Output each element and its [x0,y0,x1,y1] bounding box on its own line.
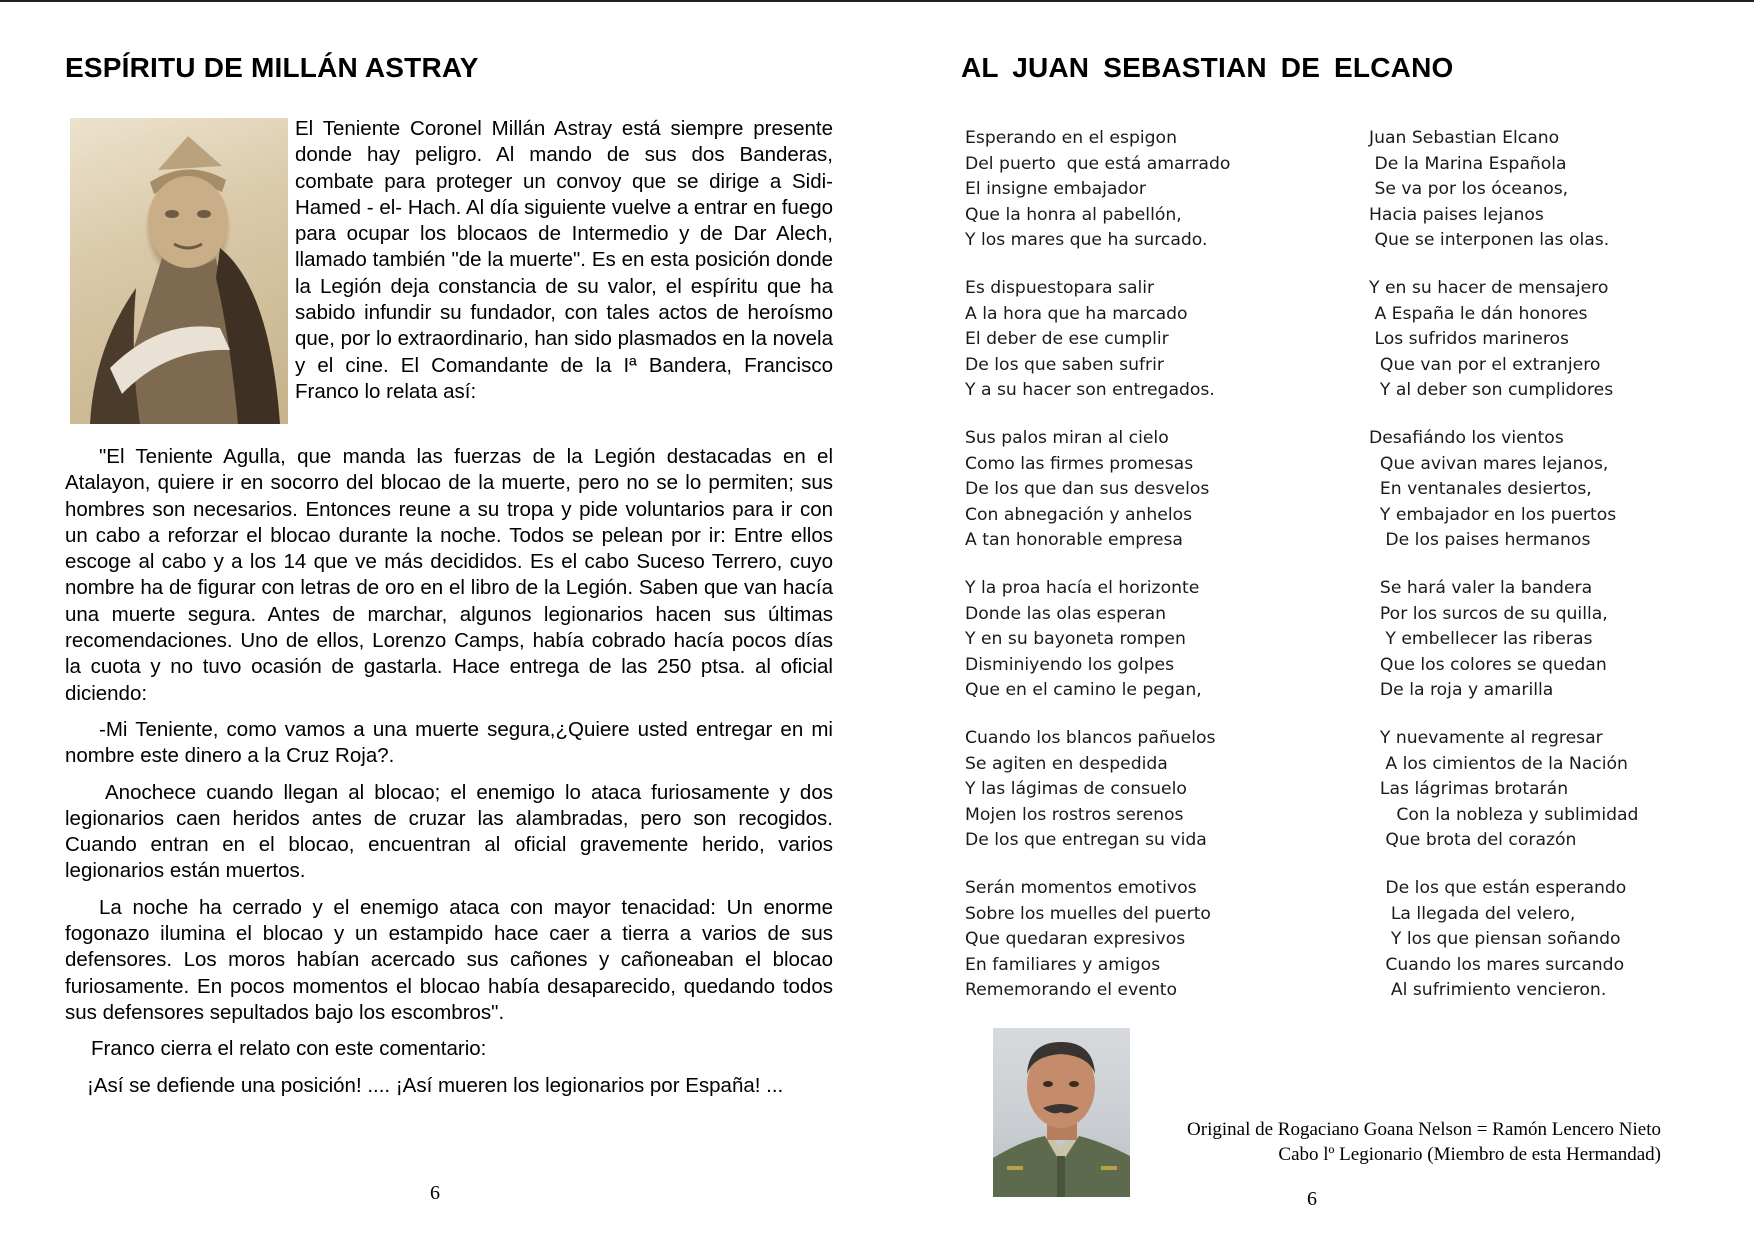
poem-line: Juan Sebastian Elcano [1369,128,1560,148]
poem-line: Hacia paises lejanos [1369,204,1544,225]
poem-stanza [1369,726,1749,876]
poem-line: A España le dán honores [1369,303,1588,324]
right-page-title: AL JUAN SEBASTIAN DE ELCANO [961,52,1454,83]
poem-line: Los sufridos marineros [1369,329,1569,349]
poem-line: Las lágrimas brotarán [1369,779,1569,799]
poem-line: Que los colores se quedan [1369,654,1607,675]
poem-line: Sobre los muelles del puerto [965,903,1211,924]
poem-stanza [1369,576,1749,726]
paragraph: La noche ha cerrado y el enemigo ataca con mayor tenacidad: Un enorme fogonazo ilumina el blocao y un estampido hace caer a tierra a varios de sus defensores. Los moros habían acercado sus cañones y cañoneaban el blocao furiosamente. En pocos momentos el blocao había desaparecido, quedando todos sus defensores sepultados bajo los escombros". [65,895,833,1024]
poem-line: Rememorando el evento [965,980,1177,1000]
poem-line: Y nuevamente al regresar [1369,728,1603,748]
poem-line: Que avivan mares lejanos, [1369,453,1609,474]
poem-stanza [965,126,1345,276]
paragraph: ¡Así se defiende una posición! .... ¡Así mueren los legionarios por España! ... [87,1073,784,1097]
poem-line: De la Marina Española [1369,153,1567,174]
millan-astray-photo [70,118,288,424]
paragraph: -Mi Teniente, como vamos a una muerte segura,¿Quiere usted entregar en mi nombre este dinero a la Cruz Roja?. [65,717,833,768]
caption-line-2: Cabo lº Legionario (Miembro de esta Hermandad) [1278,1144,1661,1165]
poem-line: Y los que piensan soñando [1369,929,1621,949]
poem-line: Al sufrimiento vencieron. [1369,980,1607,1000]
poem-column-right [1369,126,1749,1026]
poem-line: Y embajador en los puertos [1369,504,1617,525]
poem-line: Con abnegación y anhelos [965,504,1193,525]
poem-line: Se hará valer la bandera [1369,578,1593,598]
article-body [65,444,833,1109]
poem-line: Es dispuestopara salir [965,278,1155,298]
poem-line: De los paises hermanos [1369,530,1591,550]
poem-line: El insigne embajador [965,179,1146,199]
poem-line: Que en el camino le pegan, [965,680,1202,700]
poem-stanza [1369,876,1749,1026]
poem-line: Esperando en el espigon [965,128,1177,148]
photo-caption [1187,1117,1661,1167]
poem-line: Cuando los blancos pañuelos [965,728,1216,748]
poem-line: De los que están esperando [1369,878,1627,898]
poem-line: Como las firmes promesas [965,453,1194,474]
poem-stanza [965,876,1345,1026]
poem-column-left [965,126,1345,1026]
poem-line: A tan honorable empresa [965,530,1183,550]
poem-stanza [965,726,1345,876]
poem-line: A la hora que ha marcado [965,303,1188,324]
poem-line: Y las lágimas de consuelo [965,779,1187,799]
author-photo [993,1028,1130,1197]
poem-line: A los cimientos de la Nación [1369,753,1628,774]
caption-line-1: Original de Rogaciano Goana Nelson = Ramón Lencero Nieto [1187,1119,1661,1140]
poem-line: De los que entregan su vida [965,830,1207,850]
poem-line: Serán momentos emotivos [965,878,1197,898]
poem-line: Donde las olas esperan [965,603,1167,624]
poem-line: Que se interponen las olas. [1369,230,1610,250]
poem-line: Que quedaran expresivos [965,929,1186,949]
poem-line: Desafiándo los vientos [1369,428,1564,448]
intro-paragraph: El Teniente Coronel Millán Astray está siempre presente donde hay peligro. Al mando de sus dos Banderas, combate para proteger un convoy que se dirige a Sidi-Hamed - el- Hach. Al día siguiente vuelve a entrar en fuego para ocupar los blocaos de Intermedio y de Dar Alech, llamado también "de la muerte". Es en esta posición donde la Legión deja constancia de su valor, el espíritu que ha sabido infundir su fundador, con tales actos de heroísmo que, por lo extraordinario, han sido plasmados en la novela y el cine. El Comandante de la Iª Bandera, Francisco Franco lo relata así: [295,117,833,403]
poem-line: Sus palos miran al cielo [965,428,1169,448]
right-page [877,0,1754,1240]
poem-line: Y embellecer las riberas [1369,629,1593,649]
page-number: 6 [1307,1188,1317,1210]
poem-line: La llegada del velero, [1369,903,1576,924]
poem-stanza [1369,276,1749,426]
poem-stanza [965,276,1345,426]
poem-line: Y en su hacer de mensajero [1369,278,1609,298]
page-number: 6 [430,1182,440,1204]
poem-line: Que brota del corazón [1369,830,1577,850]
poem-stanza [1369,126,1749,276]
poem-line: Cuando los mares surcando [1369,954,1625,975]
poem-line: De los que dan sus desvelos [965,479,1210,499]
poem-line: Con la nobleza y sublimidad [1369,804,1639,825]
poem-stanza [965,426,1345,576]
poem-line: Y los mares que ha surcado. [965,230,1208,250]
left-page-title: ESPÍRITU DE MILLÁN ASTRAY [65,52,479,83]
poem-line: Por los surcos de su quilla, [1369,603,1608,624]
poem-line: Y a su hacer son entregados. [965,380,1215,400]
poem-line: En ventanales desiertos, [1369,479,1592,499]
poem-line: De los que saben sufrir [965,354,1164,375]
poem-line: En familiares y amigos [965,954,1161,975]
poem-line: Que la honra al pabellón, [965,204,1182,225]
poem-line: Disminiyendo los golpes [965,654,1175,675]
poem-line: Y en su bayoneta rompen [965,629,1186,649]
poem-line: Mojen los rostros serenos [965,804,1184,825]
poem-line: Del puerto que está amarrado [965,153,1231,174]
paragraph: Anochece cuando llegan al blocao; el enemigo lo ataca furiosamente y dos legionarios caen heridos antes de cruzar las alambradas, pero son recogidos. Cuando entran en el blocao, encuentran al oficial gravemente herido, varios legionarios están muertos. [65,780,833,883]
poem-line: Se va por los óceanos, [1369,179,1569,199]
paragraph: Franco cierra el relato con este comentario: [91,1037,487,1061]
poem-line: El deber de ese cumplir [965,329,1169,349]
poem-stanza [1369,426,1749,576]
poem-line: Y la proa hacía el horizonte [965,578,1200,598]
poem-line: Y al deber son cumplidores [1369,380,1614,400]
poem-stanza [965,576,1345,726]
poem-line: Se agiten en despedida [965,753,1168,774]
paragraph: "El Teniente Agulla, que manda las fuerzas de la Legión destacadas en el Atalayon, quiere ir en socorro del blocao de la muerte, pero no se lo permiten; sus hombres son necesarios. Entonces reune a su tropa y pide voluntarios para ir con un cabo a reforzar el blocao durante la noche. Todos se pelean por ir: Entre ellos escoge al cabo y a los 14 que ve más decididos. Es el cabo Suceso Terrero, cuyo nombre ha de figurar con letras de oro en el libro de la Legión. Saben que van hacía una muerte segura. Antes de marchar, algunos legionarios hacen sus últimas recomendaciones. Uno de ellos, Lorenzo Camps, había cobrado hacía pocos días la cuota y no tuvo ocasión de gastarla. Hace entrega de las 250 ptsa. al oficial diciendo: [65,445,833,705]
poem-line: Que van por el extranjero [1369,354,1601,375]
poem-line: De la roja y amarilla [1369,680,1554,700]
